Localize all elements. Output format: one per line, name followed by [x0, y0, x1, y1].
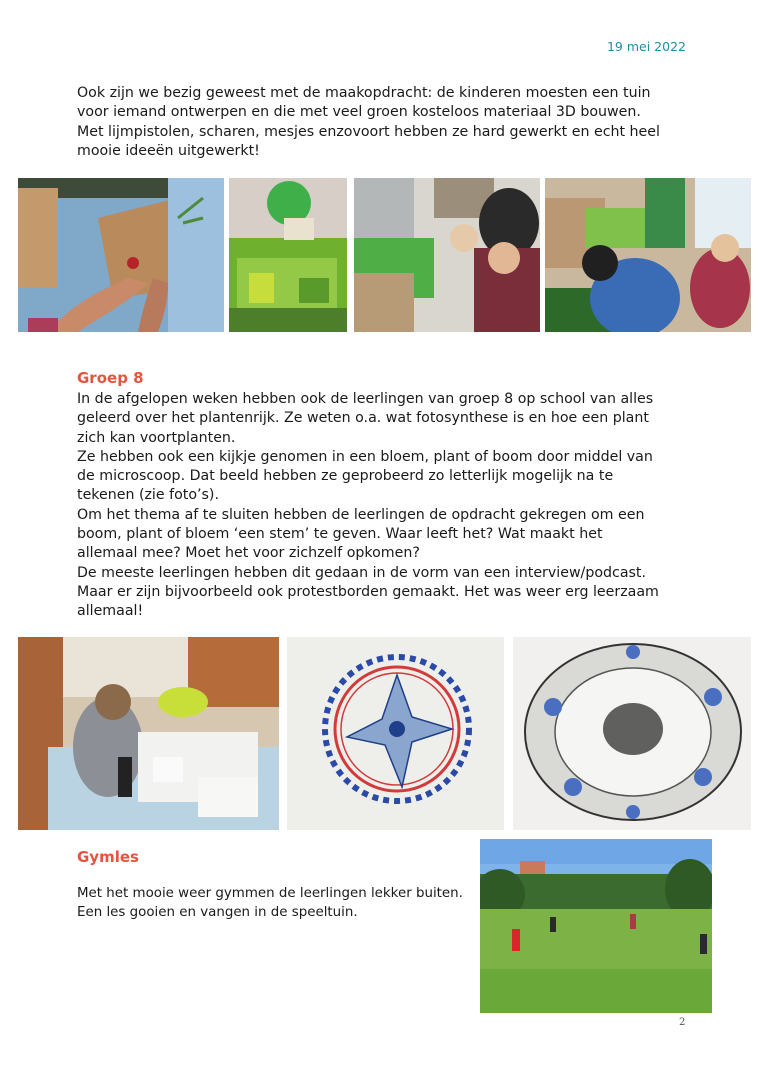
gymles-paragraph [77, 884, 477, 922]
text-line: zich kan voortplanten. [77, 429, 236, 446]
text-line: Ook zijn we bezig geweest met de maakopdracht: de kinderen moesten een tuin [77, 85, 651, 101]
text-line: De meeste leerlingen hebben dit gedaan in de vorm van een interview/podcast. [77, 564, 646, 581]
photo-drawing-plant-cross-section [287, 637, 504, 830]
text-line: geleerd over het plantenrijk. Ze weten o.a. wat fotosynthese is en hoe een plant [77, 410, 649, 427]
text-line: Een les gooien en vangen in de speeltuin. [77, 905, 358, 920]
text-line: de microscoop. Dat beeld hebben ze geprobeerd zo letterlijk mogelijk na te [77, 468, 614, 485]
text-line: mooie ideeën uitgewerkt! [77, 142, 260, 159]
text-line: boom, plant of bloem ‘een stem’ te geven. Waar leeft het? Wat maakt het [77, 526, 603, 543]
photo-child-cutting-cardboard [18, 178, 224, 332]
photo-children-building-garden [545, 178, 751, 332]
page-date: 19 mei 2022 [606, 39, 686, 54]
photo-garden-model-green [229, 178, 347, 332]
text-line: Met lijmpistolen, scharen, mesjes enzovoort hebben ze hard gewerkt en echt heel [77, 123, 660, 140]
text-line: Om het thema af te sluiten hebben de leerlingen de opdracht gekregen om een [77, 506, 645, 523]
intro-paragraph [77, 84, 697, 161]
photo-students-microscopes [18, 637, 279, 830]
text-line: allemaal! [77, 603, 144, 620]
photo-drawing-stem-cross-section [513, 637, 751, 830]
text-line: In de afgelopen weken hebben ook de leerlingen van groep 8 op school van alles [77, 391, 654, 407]
section-title-groep8: Groep 8 [77, 369, 144, 387]
section-title-gymles: Gymles [77, 848, 139, 866]
text-line: Met het mooie weer gymmen de leerlingen lekker buiten. [77, 886, 463, 901]
groep8-paragraph [77, 390, 702, 622]
page-number: 2 [679, 1017, 686, 1028]
text-line: allemaal mee? Moet het voor zichzelf opkomen? [77, 545, 420, 562]
text-line: Maar er zijn bijvoorbeeld ook protestborden gemaakt. Het was weer erg leerzaam [77, 583, 659, 600]
photo-outdoor-gym-class [480, 839, 712, 1013]
photo-children-with-models [354, 178, 540, 332]
text-line: voor iemand ontwerpen en die met veel groen kosteloos materiaal 3D bouwen. [77, 104, 641, 121]
text-line: Ze hebben ook een kijkje genomen in een bloem, plant of boom door middel van [77, 448, 653, 465]
text-line: tekenen (zie foto’s). [77, 487, 219, 504]
